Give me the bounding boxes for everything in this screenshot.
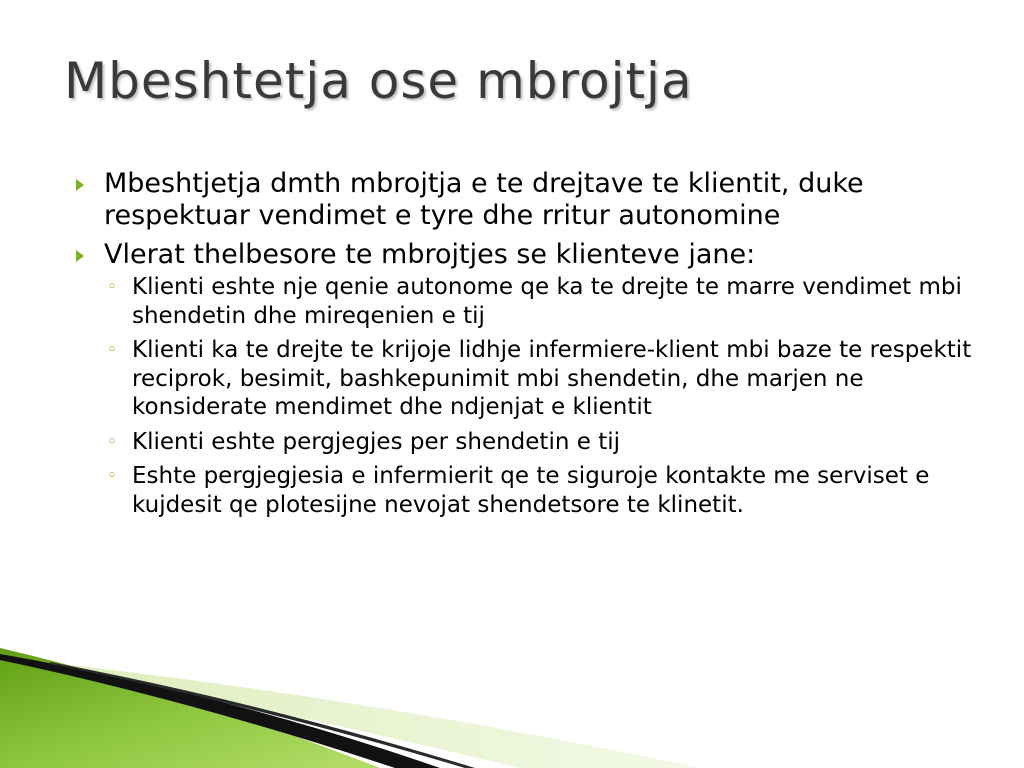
sub-bullet-text: Klienti ka te drejte te krijoje lidhje infermiere-klient mbi baze te respektit reciprok, besimit, bashkepunimit mbi shendetin, dhe marjen ne konsiderate mendimet dhe ndjenjat e klientit [132, 337, 972, 420]
slide-content [76, 168, 976, 526]
sub-bullet-item [104, 273, 976, 330]
sub-bullet-list [104, 273, 976, 519]
triangle-bullet-icon [76, 179, 84, 191]
circle-bullet-icon: ◦ [107, 277, 118, 297]
triangle-bullet-icon [76, 250, 84, 262]
bullet-item [76, 239, 976, 519]
sub-bullet-item [104, 462, 976, 519]
bullet-item [76, 168, 976, 232]
sub-bullet-text: Klienti eshte nje qenie autonome qe ka te drejte te marre vendimet mbi shendetin dhe mireqenien e tij [132, 274, 962, 329]
circle-bullet-icon: ◦ [107, 466, 118, 486]
sub-bullet-item [104, 336, 976, 422]
bullet-list [76, 168, 976, 519]
sub-bullet-text: Klienti eshte pergjegjes per shendetin e tij [132, 428, 620, 455]
bullet-text: Vlerat thelbesore te mbrojtjes se klienteve jane: [104, 239, 756, 270]
sub-bullet-text: Eshte pergjegjesia e infermierit qe te siguroje kontakte me serviset e kujdesit qe plotesijne nevojat shendetsore te klinetit. [132, 463, 930, 518]
sub-bullet-item [104, 428, 976, 457]
circle-bullet-icon: ◦ [107, 340, 118, 360]
bullet-text: Mbeshtjetja dmth mbrojtja e te drejtave te klientit, duke respektuar vendimet e tyre dhe rritur autonomine [104, 168, 864, 231]
slide-title: Mbeshtetja ose mbrojtja [64, 52, 693, 110]
circle-bullet-icon: ◦ [107, 431, 118, 452]
